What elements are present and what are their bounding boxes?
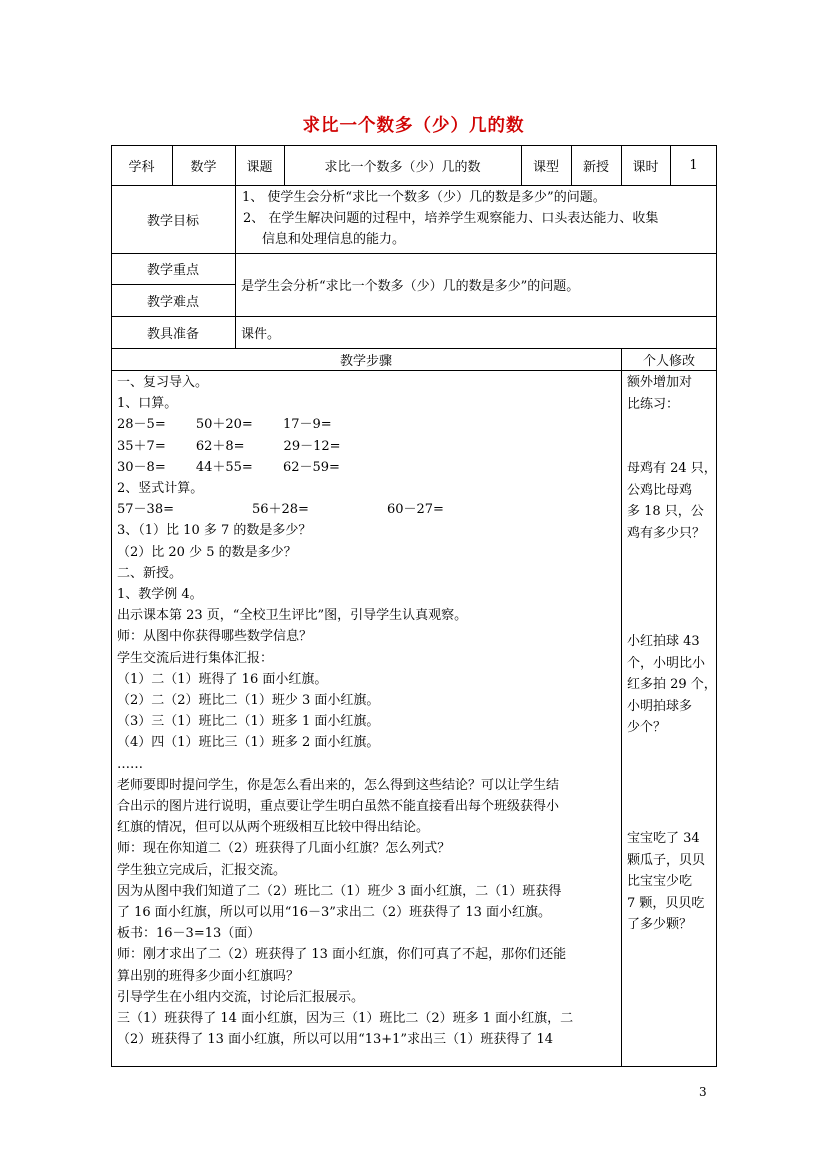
- lesson-type-label: 课型: [532, 159, 559, 175]
- step-line: 学生独立完成后，汇报交流。: [117, 862, 287, 878]
- notes-block-4: [627, 828, 705, 936]
- step-line: 28－5= 50＋20= 17－9=: [117, 417, 332, 433]
- tools-label: 教具准备: [146, 326, 199, 342]
- notes-block-2: [627, 458, 717, 544]
- step-line: （3）三（1）班比二（1）班多 1 面小红旗。: [117, 714, 380, 730]
- step-line: （2）比 20 少 5 的数是多少？: [117, 544, 297, 560]
- topic-value: 求比一个数多（少）几的数: [324, 159, 481, 175]
- note-line: 额外增加对: [627, 375, 693, 390]
- note-line: 7 颗，贝贝吃: [627, 895, 705, 911]
- note-line: 母鸡有 24 只，: [627, 461, 717, 476]
- objective-line: 2、 在学生解决问题的过程中，培养学生观察能力、口头表达能力、收集: [243, 211, 659, 227]
- class-hours-value: 1: [689, 157, 698, 173]
- notes-block-3: [627, 631, 717, 739]
- step-line: 学生交流后进行集体汇报：: [117, 650, 274, 666]
- tools-value: 课件。: [241, 326, 281, 342]
- table-rule: [621, 348, 622, 1067]
- step-line: 3、（1）比 10 多 7 的数是多少？: [117, 523, 312, 539]
- document-title: 求比一个数多（少）几的数: [302, 116, 525, 136]
- step-line: 2、竖式计算。: [117, 481, 204, 497]
- objective-line: 信息和处理信息的能力。: [262, 232, 406, 248]
- note-line: 比练习：: [627, 396, 680, 412]
- note-line: 少个？: [627, 720, 667, 735]
- step-line: 出示课本第 23 页，“全校卫生评比”图，引导学生认真观察。: [117, 608, 468, 624]
- class-hours-label: 课时: [632, 159, 659, 175]
- step-line: 算出别的班得多少面小红旗吗？: [117, 968, 300, 984]
- step-line: 1、口算。: [117, 396, 178, 412]
- step-line: 板书：16－3=13（面）: [117, 926, 261, 942]
- step-line: 二、新授。: [117, 565, 183, 581]
- step-line: （2）班获得了 13 面小红旗，所以可以用“13+1”求出三（1）班获得了 14: [117, 1032, 554, 1048]
- step-line: 因为从图中我们知道了二（2）班比二（1）班少 3 面小红旗，二（1）班获得: [117, 883, 562, 899]
- step-line: 1、教学例 4。: [117, 587, 203, 603]
- note-line: 小红拍球 43: [627, 634, 700, 649]
- note-line: 颗瓜子，贝贝: [627, 852, 706, 868]
- note-line: 公鸡比母鸡: [627, 482, 693, 498]
- step-line: 30－8= 44＋55= 62－59=: [117, 459, 340, 475]
- subject-label: 学科: [128, 159, 155, 175]
- step-line: 了 16 面小红旗，所以可以用“16－3”求出二（2）班获得了 13 面小红旗。: [117, 905, 551, 921]
- step-line: 57－38= 56＋28= 60－27=: [117, 502, 444, 518]
- step-line: 老师要即时提问学生，你是怎么看出来的，怎么得到这些结论？可以让学生结: [117, 777, 560, 793]
- key-point-text: 是学生会分析“求比一个数多（少）几的数是多少”的问题。: [241, 279, 580, 294]
- note-line: 了多少颗？: [627, 917, 693, 932]
- step-line: 师：现在你知道二（2）班获得了几面小红旗？怎么列式？: [117, 841, 451, 857]
- objectives-text: [242, 187, 658, 251]
- notes-block-1: [627, 372, 692, 415]
- note-line: 红多拍 29 个，: [627, 677, 717, 692]
- step-line: 三（1）班获得了 14 面小红旗，因为三（1）班比二（2）班多 1 面小红旗，二: [117, 1011, 574, 1027]
- note-line: 小明拍球多: [627, 698, 693, 714]
- step-line: 合出示的图片进行说明，重点要让学生明白虽然不能直接看出每个班级获得小: [117, 799, 560, 815]
- steps-header: 教学步骤: [339, 353, 392, 369]
- step-line: ……: [117, 756, 143, 772]
- note-line: 宝宝吃了 34: [627, 831, 700, 846]
- teaching-steps: [117, 372, 573, 1051]
- note-line: 鸡有多少只？: [627, 525, 706, 541]
- step-line: （1）二（1）班得了 16 面小红旗。: [117, 671, 328, 687]
- step-line: 35＋7= 62＋8= 29－12=: [117, 438, 341, 454]
- notes-header: 个人修改: [642, 353, 695, 369]
- step-line: 引导学生在小组内交流，讨论后汇报展示。: [117, 989, 365, 1005]
- subject-value: 数学: [190, 159, 217, 175]
- step-line: （2）二（2）班比二（1）班少 3 面小红旗。: [117, 693, 380, 709]
- table-rule: [111, 370, 717, 371]
- step-line: 一、复习导入。: [117, 375, 209, 390]
- page-number: 3: [699, 1085, 707, 1099]
- objectives-label: 教学目标: [146, 213, 199, 229]
- key-point-label: 教学重点: [146, 263, 199, 278]
- step-line: （4）四（1）班比三（1）班多 2 面小红旗。: [117, 735, 380, 751]
- topic-label: 课题: [246, 159, 273, 175]
- note-line: 个，小明比小: [627, 655, 706, 671]
- step-line: 红旗的情况，但可以从两个班级相互比较中得出结论。: [117, 820, 430, 836]
- step-line: 师：从图中你获得哪些数学信息？: [117, 629, 313, 645]
- note-line: 多 18 只，公: [627, 504, 704, 519]
- note-line: 比宝宝少吃: [627, 874, 693, 889]
- objective-line: 1、 使学生会分析“求比一个数多（少）几的数是多少”的问题。: [242, 190, 606, 205]
- step-line: 师：刚才求出了二（2）班获得了 13 面小红旗，你们可真了不起，那你们还能: [117, 947, 567, 963]
- lesson-type-value: 新授: [582, 159, 609, 175]
- difficulty-label: 教学难点: [146, 294, 199, 310]
